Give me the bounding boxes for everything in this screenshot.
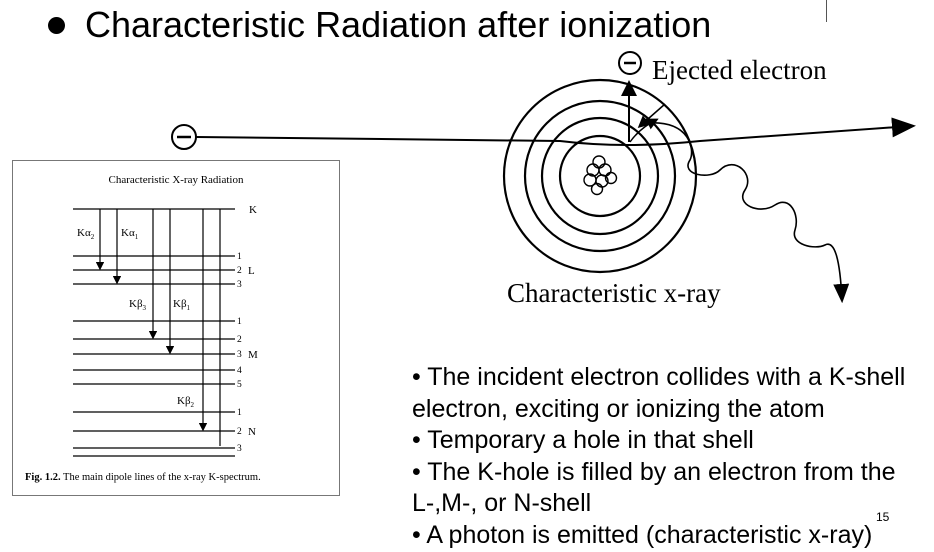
- ejected-electron-icon: [619, 52, 641, 74]
- sublevel-m3: 3: [237, 350, 242, 360]
- bullet-item: • A photon is emitted (characteristic x-ray): [412, 520, 873, 549]
- figure-title: Characteristic X-ray Radiation: [108, 174, 244, 186]
- figure-caption-label: Fig. 1.2.: [25, 472, 61, 483]
- shell-label-k: K: [249, 204, 257, 216]
- bullet-item: • The K-hole is filled by an electron from the L-,M-, or N-shell: [412, 457, 896, 517]
- sublevel-n2: 2: [237, 427, 242, 437]
- sublevel-n3: 3: [237, 444, 242, 454]
- sublevel-m1: 1: [237, 317, 242, 327]
- ejected-electron-label: Ejected electron: [652, 55, 827, 85]
- label-ka1: $K\alpha_1$: [121, 227, 139, 241]
- figure-caption-text: The main dipole lines of the x-ray K-spectrum.: [60, 472, 261, 483]
- shell-label-m: M: [248, 349, 258, 361]
- energy-level-figure: [12, 160, 340, 496]
- level-lines: [73, 209, 235, 456]
- sublevel-m5: 5: [237, 380, 242, 390]
- label-kb3: $K\beta_3$: [129, 298, 147, 312]
- nucleus-icon: [584, 156, 617, 195]
- label-ka2: $K\alpha_2$: [77, 227, 95, 241]
- figure-caption: [25, 472, 333, 483]
- bullet-item: • Temporary a hole in that shell: [412, 426, 754, 454]
- sublevel-m2: 2: [237, 335, 242, 345]
- energy-level-diagram: [13, 161, 341, 497]
- sublevel-l2: 2: [237, 266, 242, 276]
- sublevel-m4: 4: [237, 366, 242, 376]
- label-kb1: $K\beta_1$: [173, 298, 191, 312]
- shell-label-l: L: [248, 265, 255, 277]
- sublevel-l1: 1: [237, 252, 242, 262]
- incident-electron-icon: [172, 125, 196, 149]
- slide-title: Characteristic Radiation after ionization: [85, 4, 712, 45]
- characteristic-xray-label: Characteristic x-ray: [507, 278, 721, 308]
- label-kb2: $K\beta_2$: [177, 395, 195, 409]
- wavy-xray-icon: [648, 123, 842, 300]
- bullet-list: [412, 362, 927, 551]
- bullet-item: • The incident electron collides with a K-shell electron, exciting or ionizing the atom: [412, 363, 906, 423]
- shell-label-n: N: [248, 426, 256, 438]
- page-number: 15: [876, 510, 890, 524]
- sublevel-l3: 3: [237, 280, 242, 290]
- sublevel-n1: 1: [237, 408, 242, 418]
